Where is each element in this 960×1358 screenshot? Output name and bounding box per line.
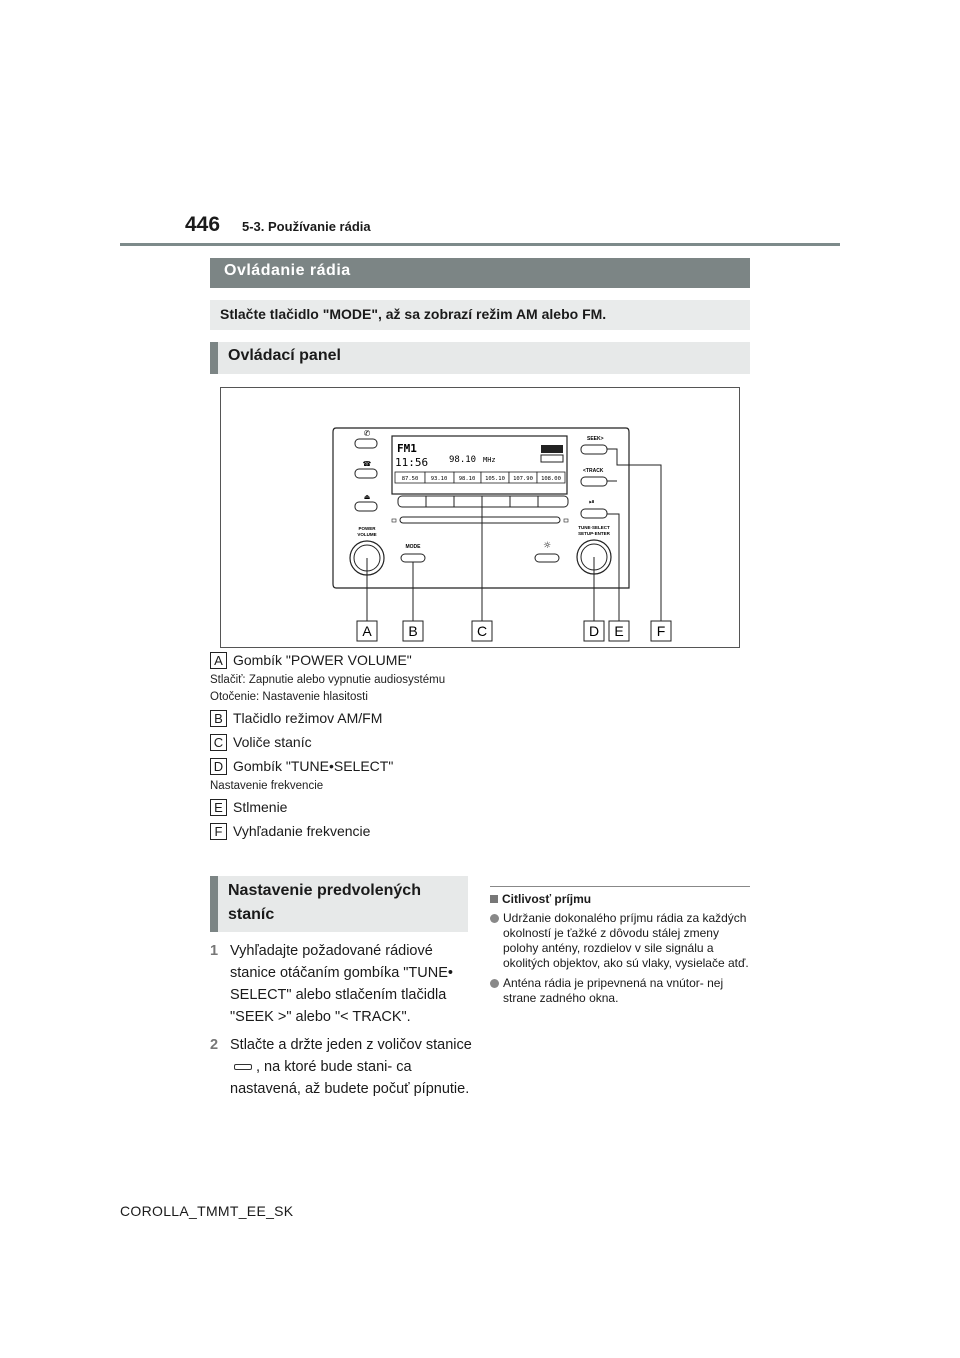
legend-label: B — [210, 710, 227, 727]
presets-steps — [210, 940, 472, 1106]
legend-text: Gombík "TUNE•SELECT" — [233, 758, 394, 774]
presets-heading-line2: staníc — [228, 906, 275, 923]
mode-button — [401, 554, 425, 562]
step-number: 1 — [210, 943, 219, 959]
phone-button — [355, 439, 377, 448]
legend-text: Stlmenie — [233, 799, 288, 815]
preset-6: 108.00 — [541, 476, 561, 482]
mute-button — [581, 509, 607, 518]
legend-item-f — [210, 819, 500, 843]
page-number: 446 — [185, 213, 221, 236]
info-heading-text: Citlivosť príjmu — [502, 892, 592, 906]
track-label: <TRACK — [583, 468, 604, 474]
section-reference: 5-3. Používanie rádia — [242, 219, 371, 234]
legend-item-e — [210, 795, 500, 819]
legend-label: E — [210, 799, 227, 816]
footer-code: COROLLA_TMMT_EE_SK — [120, 1203, 294, 1219]
presets-heading-line1: Nastavenie predvolených — [228, 882, 421, 899]
signal-indicator — [541, 455, 563, 462]
track-button — [581, 477, 607, 486]
preset-1: 87.50 — [401, 476, 419, 482]
brightness-icon: ☼ — [542, 541, 552, 551]
legend-note: Otočenie: Nastavenie hlasitosti — [210, 691, 368, 703]
legend-label: F — [210, 823, 227, 840]
control-panel-heading: Ovládací panel — [228, 347, 341, 364]
legend-note: Stlačiť: Zapnutie alebo vypnutie audiosystému — [210, 674, 446, 686]
step-text: Vyhľadajte požadované rádiové stanice otáčaním gombíka "TUNE• SELECT" alebo stlačením tlačidla "SEEK >" alebo "< TRACK". — [230, 943, 453, 1025]
bullet-icon — [490, 979, 499, 988]
svg-text:A: A — [362, 623, 372, 639]
mode-label: MODE — [405, 544, 421, 550]
preset-2: 93.10 — [430, 476, 448, 482]
legend-item-d — [210, 754, 500, 778]
eject-icon: ⏏ — [363, 493, 371, 501]
legend-text: Gombík "POWER VOLUME" — [233, 652, 412, 668]
header-divider — [120, 243, 840, 246]
eject-button — [355, 502, 377, 511]
control-panel-heading-bar — [210, 342, 750, 374]
instruction-bar — [210, 300, 750, 330]
step-2 — [210, 1034, 472, 1100]
legend-item-a — [210, 648, 500, 672]
display-frequency: 98.10 — [449, 455, 477, 465]
info-box — [490, 886, 750, 1006]
preset-5: 107.90 — [513, 476, 533, 482]
cd-in-indicator — [541, 445, 563, 453]
svg-text:E: E — [614, 623, 624, 639]
svg-text:F: F — [656, 623, 666, 639]
svg-text:B: B — [408, 623, 418, 639]
section-title-bar — [210, 258, 750, 288]
cd-slot — [400, 517, 560, 523]
info-item-text: Anténa rádia je pripevnená na vnútor- nej strane zadného okna. — [503, 976, 724, 1005]
legend-label: C — [210, 734, 227, 751]
radio-panel-illustration — [221, 388, 741, 649]
section-title: Ovládanie rádia — [224, 262, 351, 279]
step-text-after: , na ktoré bude stani- ca nastavená, až budete počuť pípnutie. — [230, 1059, 470, 1097]
presets-heading-bar — [210, 876, 468, 932]
display-time: 11:56 — [395, 456, 429, 469]
hangup-button — [355, 469, 377, 478]
info-heading — [490, 892, 750, 906]
volume-label: VOLUME — [357, 532, 377, 537]
hangup-icon: ☎ — [362, 460, 372, 468]
preset-4: 105.10 — [485, 476, 505, 482]
seek-button — [581, 445, 607, 454]
svg-text:C: C — [476, 623, 488, 639]
radio-panel-figure — [220, 387, 740, 648]
step-text-before: Stlačte a držte jeden z voličov stanice — [230, 1037, 472, 1053]
legend-text: Vyhľadanie frekvencie — [233, 823, 371, 839]
setup-enter-label: SETUP·ENTER — [578, 531, 610, 536]
display-unit: MHz — [483, 456, 496, 464]
step-text — [230, 1034, 472, 1100]
legend-label: A — [210, 652, 227, 669]
legend-item-b — [210, 706, 500, 730]
step-number: 2 — [210, 1037, 219, 1053]
step-1 — [210, 940, 472, 1028]
svg-text:D: D — [588, 623, 600, 639]
display-preset-row — [395, 472, 565, 483]
square-bullet-icon — [490, 895, 498, 903]
legend-label: D — [210, 758, 227, 775]
seek-label: SEEK> — [587, 436, 604, 442]
info-item — [490, 976, 750, 1006]
legend-text: Voliče staníc — [233, 734, 312, 750]
info-item — [490, 911, 750, 971]
brightness-button — [535, 554, 559, 562]
tune-select-label: TUNE·SELECT — [578, 525, 610, 530]
legend-text: Tlačidlo režimov AM/FM — [233, 710, 383, 726]
bullet-icon — [490, 914, 499, 923]
power-label: POWER — [358, 526, 376, 531]
display-band: FM1 — [397, 442, 417, 455]
phone-icon: ✆ — [363, 429, 371, 438]
legend-list — [210, 648, 500, 843]
info-item-text: Udržanie dokonalého príjmu rádia za každých okolností je ťažké z dôvodu stálej zmeny polohy antény, rozdielov v sile signálu a okolitých objektov, ako sú vlaky, vysielače atď. — [503, 911, 749, 970]
legend-note: Nastavenie frekvencie — [210, 780, 324, 792]
play-pause-icon: ⏯ — [589, 498, 595, 506]
station-selector-buttons — [398, 496, 568, 507]
legend-item-c — [210, 730, 500, 754]
station-button-icon — [234, 1064, 252, 1070]
preset-3: 98.10 — [458, 476, 476, 482]
instruction-text: Stlačte tlačidlo "MODE", až sa zobrazí režim AM alebo FM. — [220, 306, 607, 322]
